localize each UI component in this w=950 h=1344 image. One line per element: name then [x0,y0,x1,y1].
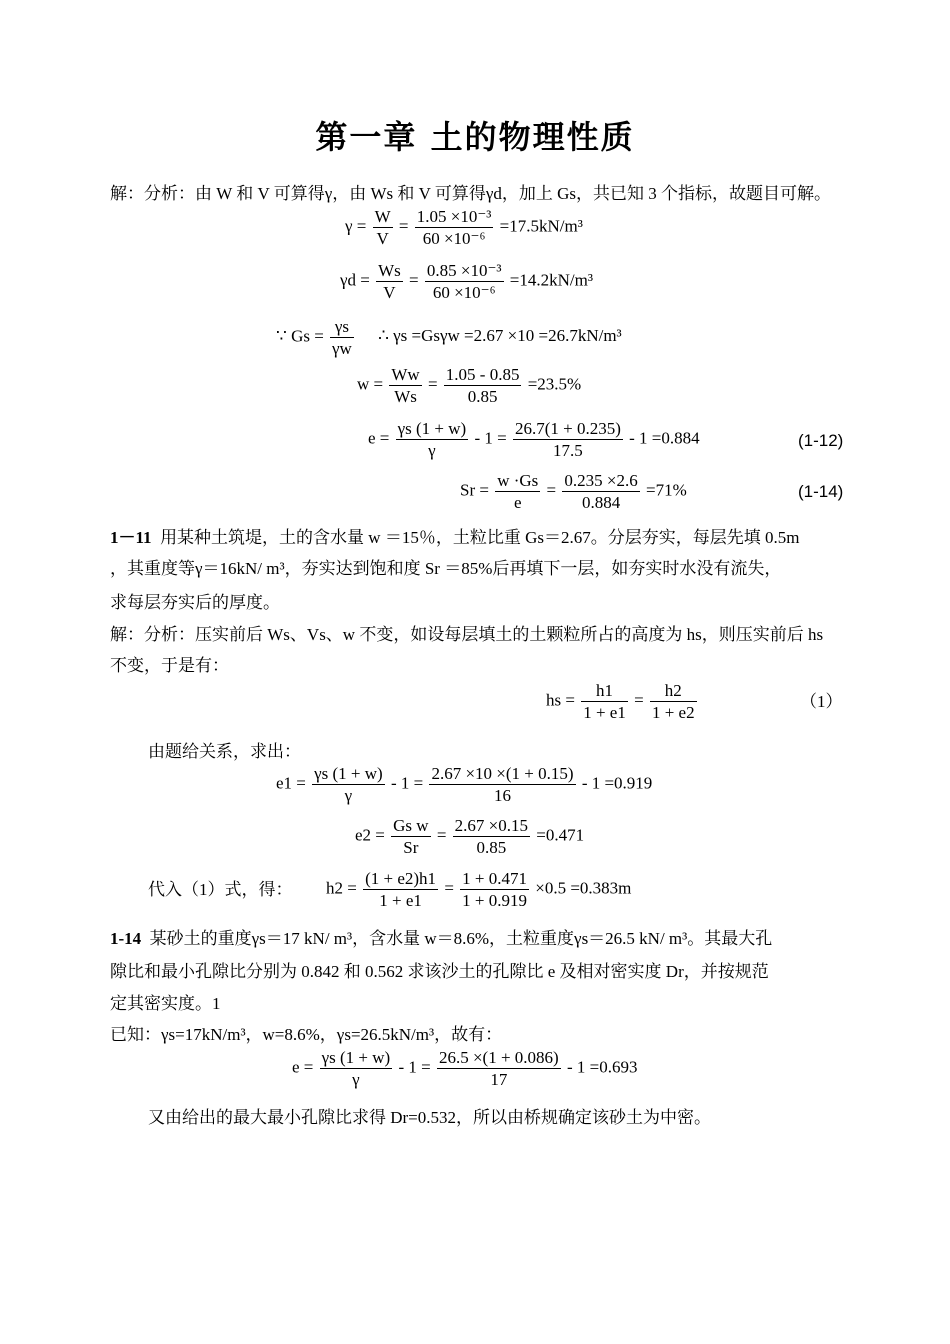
solution-1-11-line1: 解：分析：压实前后 Ws、Vs、w 不变，如设每层填土的土颗粒所占的高度为 hs，则压实前后 hs [110,625,824,644]
fraction: $\frac{\gamma s (1 + w)}{\gamma}$ [321,1048,391,1089]
fraction: $\frac{\gamma s (1 + w)}{\gamma}$ [397,419,467,460]
equation-number: （1） [800,692,843,711]
equation-e-sand: e = $\frac{\gamma s (1 + w)}{\gamma}$ - 1 = $\frac{26.5 \times(1 + 0.086)}{17}$ - 1 =0.693 [292,1048,638,1089]
intro-analysis: 解：分析：由 W 和 V 可算得γ，由 Ws 和 V 可算得γd，加上 Gs，共已知 3 个指标，故题目可解。 [110,184,832,203]
fraction: $\frac{\text{0.85 ×10⁻³}}{\text{60 ×10⁻⁶}}$ [426,261,502,302]
equation-e1: e1 = $\frac{\gamma s (1 + w)}{\gamma}$ - 1 = $\frac{2.67 \times 10 \times(1 + 0.15)}{16}$ - 1 =0.919 [276,764,653,805]
fraction: $\frac{2.67 \times 0.15}{0.85}$ [454,816,528,857]
problem-label: 1－11 [110,528,152,547]
eq-result: =17.5kN/m³ [499,216,583,236]
fraction: $\frac{\gamma s (1 + w)}{\gamma}$ [314,764,383,805]
fraction: $\frac{1 + 0.471}{1 + 0.919}$ [462,869,527,910]
fraction: $\frac{0.235 \times 2.6}{0.884}$ [564,471,638,512]
problem-1-14-line3: 定其密实度。1 [110,994,221,1013]
fraction: $\frac{\gamma s}{\gamma w}$ [332,317,352,358]
fraction: $\frac{W}{V}$ [374,207,391,248]
equation-gamma-s: ∵ Gs = $\frac{\gamma s}{\gamma w}$ ∴ γs =Gsγw =2.67 ×10 =26.7kN/m³ [276,317,622,358]
fraction: $\frac{(1 + e2)h1}{1 + e1}$ [365,869,437,910]
fraction: $\frac{Ws}{V}$ [378,261,401,302]
given-relations: 由题给关系，求出： [148,742,301,761]
fraction: $\frac{h1}{1 + e1}$ [583,681,626,722]
fraction: $\frac{w \cdot Gs}{e}$ [497,471,539,512]
fraction: $\frac{26.7(1 + 0.235)}{17.5}$ [514,419,621,460]
equation-void-ratio: e = $\frac{\gamma s (1 + w)}{\gamma}$ - 1 = $\frac{26.7(1 + 0.235)}{17.5}$ - 1 =0.884 [368,419,700,460]
fraction: $\frac{h2}{1 + e2}$ [651,681,695,722]
equation-saturation: Sr = $\frac{w \cdot Gs}{e}$ = $\frac{0.235 \times 2.6}{0.884}$ =71% [460,471,687,512]
equation-e2: e2 = $\frac{\text{Gs w}}{Sr}$ = $\frac{2.67 \times 0.15}{0.85}$ =0.471 [355,816,585,857]
conclusion: 又由给出的最大最小孔隙比求得 Dr=0.532，所以由桥规确定该砂土为中密。 [148,1108,712,1127]
chapter-title: 第一章 土的物理性质 [315,118,635,156]
fraction: $\frac{Ww}{Ws}$ [391,365,420,406]
fraction: $\frac{2.67 \times 10 \times(1 + 0.15)}{16}$ [431,764,574,805]
equation-number: (1-14) [798,482,844,501]
solution-1-11-line2: 不变，于是有： [110,656,229,675]
equation-water-content: w = $\frac{Ww}{Ws}$ = $\frac{1.05 - 0.85}{0.85}$ =23.5% [357,365,582,406]
fraction: $\frac{26.5 \times(1 + 0.086)}{17}$ [438,1048,559,1089]
fraction: $\frac{1.05 - 0.85}{0.85}$ [445,365,520,406]
equation-gamma-d: γd = $\frac{Ws}{V}$ = $\frac{\text{0.85 ×10⁻³}}{\text{60 ×10⁻⁶}}$ =14.2kN/m³ [340,261,593,302]
fraction: $\frac{\text{Gs w}}{Sr}$ [393,816,429,857]
fraction: $\frac{\text{1.05 ×10⁻³}}{\text{60 ×10⁻⁶}}$ [416,207,492,248]
eq-lhs: γ = [345,216,367,236]
problem-1-14-line1: 1-14 某砂土的重度γs＝17 kN/ m³，含水量 w＝8.6%，土粒重度γs＝26.5 kN/ m³。其最大孔 [110,929,773,948]
problem-label: 1-14 [110,929,142,948]
known-values: 已知：γs=17kN/m³，w=8.6%，γs=26.5kN/m³，故有： [110,1025,503,1044]
equation-h2: h2 = $\frac{(1 + e2)h1}{1 + e1}$ = $\frac{1 + 0.471}{1 + 0.919}$ ×0.5 =0.383m [326,869,632,910]
equation-hs: hs = $\frac{h1}{1 + e1}$ = $\frac{h2}{1 + e2}$ [546,681,695,722]
equation-number: (1-12) [798,431,844,450]
equation-gamma: γ = $\frac{W}{V}$ = $\frac{\text{1.05 ×10⁻³}}{\text{60 ×10⁻⁶}}$ =17.5kN/m³ [345,207,583,248]
substitute-label: 代入（1）式，得： [148,880,293,899]
problem-1-11-line1: 1－11 用某种土筑堤，土的含水量 w ＝15％，土粒比重 Gs＝2.67。分层夯实，每层先填 0.5m [110,528,800,547]
problem-1-11-line3: 求每层夯实后的厚度。 [110,593,280,612]
problem-1-11-line2: ，其重度等γ＝16kN/ m³，夯实达到饱和度 Sr ＝85%后再填下一层，如夯实时水没有流失， [110,559,782,578]
problem-1-14-line2: 隙比和最小孔隙比分别为 0.842 和 0.562 求该沙土的孔隙比 e 及相对密实度 Dr，并按规范 [110,962,769,981]
